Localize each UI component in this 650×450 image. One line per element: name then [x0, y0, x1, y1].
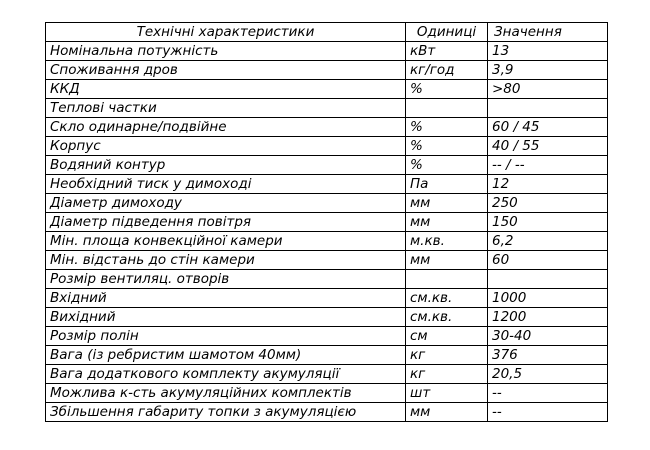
cell-unit: см.кв.: [406, 308, 488, 327]
cell-unit: кг: [406, 346, 488, 365]
cell-value: --: [488, 384, 608, 403]
cell-value: 12: [488, 175, 608, 194]
cell-value: [488, 270, 608, 289]
table-row: [46, 384, 608, 403]
table-row: [46, 270, 608, 289]
cell-unit: %: [406, 137, 488, 156]
cell-value: 150: [488, 213, 608, 232]
cell-value: --: [488, 403, 608, 422]
table-row: [46, 327, 608, 346]
cell-name: Мін. площа конвекційної камери: [46, 232, 406, 251]
cell-name: Розмір полін: [46, 327, 406, 346]
cell-value: -- / --: [488, 156, 608, 175]
cell-name: Водяний контур: [46, 156, 406, 175]
cell-name: Споживання дров: [46, 61, 406, 80]
cell-name: ККД: [46, 80, 406, 99]
table-row: [46, 308, 608, 327]
cell-unit: см: [406, 327, 488, 346]
cell-name: Вага (із ребристим шамотом 40мм): [46, 346, 406, 365]
table-row: [46, 403, 608, 422]
table-row: [46, 118, 608, 137]
table-row: [46, 289, 608, 308]
cell-unit: см.кв.: [406, 289, 488, 308]
table-row: [46, 137, 608, 156]
cell-unit: м.кв.: [406, 232, 488, 251]
cell-value: >80: [488, 80, 608, 99]
cell-name: Корпус: [46, 137, 406, 156]
table-row: [46, 194, 608, 213]
cell-value: 1000: [488, 289, 608, 308]
cell-name: Вага додаткового комплекту акумуляції: [46, 365, 406, 384]
cell-name: Мін. відстань до стін камери: [46, 251, 406, 270]
cell-name: Теплові частки: [46, 99, 406, 118]
table-header-row: [46, 23, 608, 42]
cell-name: Скло одинарне/подвійне: [46, 118, 406, 137]
table-row: [46, 80, 608, 99]
table-row: [46, 42, 608, 61]
cell-value: 250: [488, 194, 608, 213]
cell-value: 20,5: [488, 365, 608, 384]
cell-value: 1200: [488, 308, 608, 327]
table-row: [46, 156, 608, 175]
cell-name: Збільшення габариту топки з акумуляцією: [46, 403, 406, 422]
cell-name: Вихідний: [46, 308, 406, 327]
cell-value: [488, 99, 608, 118]
cell-unit: шт: [406, 384, 488, 403]
header-name: Технічні характеристики: [46, 23, 406, 42]
cell-unit: мм: [406, 251, 488, 270]
cell-unit: %: [406, 80, 488, 99]
cell-unit: [406, 270, 488, 289]
cell-name: Діаметр димоходу: [46, 194, 406, 213]
header-unit: Одиниці: [406, 23, 488, 42]
specifications-table: [45, 22, 608, 422]
cell-unit: кг: [406, 365, 488, 384]
cell-value: 30-40: [488, 327, 608, 346]
cell-unit: Па: [406, 175, 488, 194]
cell-unit: %: [406, 156, 488, 175]
cell-unit: мм: [406, 213, 488, 232]
cell-name: Вхідний: [46, 289, 406, 308]
cell-value: 376: [488, 346, 608, 365]
cell-value: 13: [488, 42, 608, 61]
table-row: [46, 61, 608, 80]
cell-value: 60: [488, 251, 608, 270]
cell-unit: [406, 99, 488, 118]
cell-unit: кВт: [406, 42, 488, 61]
cell-name: Номінальна потужність: [46, 42, 406, 61]
table-row: [46, 175, 608, 194]
table-row: [46, 232, 608, 251]
cell-name: Діаметр підведення повітря: [46, 213, 406, 232]
cell-unit: мм: [406, 403, 488, 422]
table-row: [46, 99, 608, 118]
cell-unit: кг/год: [406, 61, 488, 80]
table-row: [46, 213, 608, 232]
cell-unit: %: [406, 118, 488, 137]
table-row: [46, 365, 608, 384]
cell-value: 40 / 55: [488, 137, 608, 156]
cell-unit: мм: [406, 194, 488, 213]
cell-name: Розмір вентиляц. отворів: [46, 270, 406, 289]
specifications-table-body: [46, 23, 608, 422]
cell-value: 60 / 45: [488, 118, 608, 137]
cell-value: 6,2: [488, 232, 608, 251]
header-value: Значення: [488, 23, 608, 42]
cell-value: 3,9: [488, 61, 608, 80]
cell-name: Необхідний тиск у димоході: [46, 175, 406, 194]
table-row: [46, 346, 608, 365]
cell-name: Можлива к-сть акумуляційних комплектів: [46, 384, 406, 403]
table-row: [46, 251, 608, 270]
